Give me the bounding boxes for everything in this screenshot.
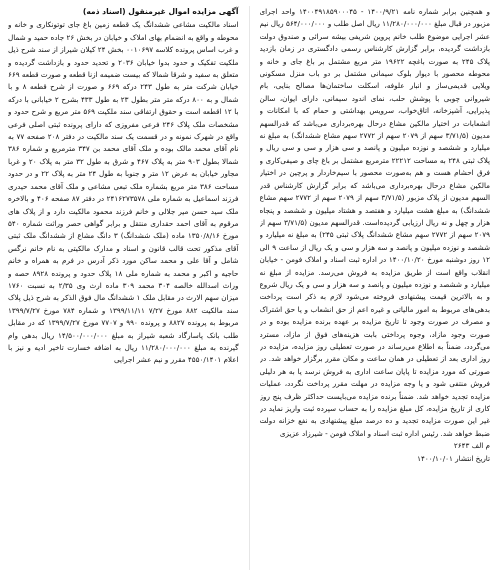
notice-code: م الف ۲۶۴۳ — [453, 441, 490, 451]
notice-title: آگهی مزایده اموال غیرمنقول (اسناد ذمه) — [82, 7, 239, 16]
notice-right-body: اسناد مالکیت مشاعی ششدانگ یک قطعه زمین باغ جای توتونکاری و خانه و محوطه و واقع به انضمام بهای املاک و خیابان در بخش ۲۶ جاده حمید و شمال و غرب اساس پرونده کلاسه ۰۰۱۰۶۹۷ بخش ۲۴ کیلان شیراز از سند شرح ذیل ملکیت تفکیک و حدود بدوا خیابان ۲۰۳۶ و تحدید حدود و بازداشت گردیده و متعلق به سفید و شرقا شمالا که بیست ضمیمه ازنا قطعه و صورت قطعه ۶۶۹ خیابان شرکت متر به طول ۲۴۳ درکه ۶۶۹ و صورت از شرح قطعه ۸ و با شمال و به ۸۰۰ درکه متر متر بطول ۲۳ به طول ۴۳۳ بشرح ۲ خیابانی با درکه با ۱۲ اقطعه است و حقوق ارتفاقی سند ملکیت ۵۶۹ متر مربع و شرح حدود و مشخصات ملک پلاک ۲۴۶ فرعی مفروزی که دارای پرونده ثبتی اصلی فرعی واقع در شهرک نمونه و در قسمت یک سند مالکیت در دفتر ۲۰۸ صفحه ۷۷ به نام آقای محمد مالک بوده و ملک آقای محمد بن ۳۴۷ مترمربع و شماره ۳۸۶ شمالا بطول ۹۰۳ متر به پلاک ۴۶۷ و شرق به طول ۳۲ متر به پلاک ۲۰ و غربا مجاور خیابان به عرض ۱۲ متر و جنوبا به طول ۲۴ متر به پلاک ۲۲ و در حدود مساحت ۳۸۶ متر مربع بشماره ملک تبعی مشاعی و ملک آقای محمد حیدری فرزند اسماعیل به شماره ملی ۲۴۱۶۲۷۳۵۷۸ در دفتر ۸۷ صفحه ۴۰۶ و بالاخره ملک سید حسن میر جلالی و خانم فرزند محمود مالکیت دارد و از پلاک های مرقوم به آقای احمد حقداری منتقل و برابر گواهی حصر وراثت شماره ۵۴۰ مورخ ۱۳۵۰/۸/۱۶ ماده (ملک ششدانگ) ۳ دانگ مشاع از ششدانگ ملک ثبتی آقای مذکور تحت قالب قانون و اسناد و مدارک مالکیتی به نام خانم نرگس شامل و آقا علی و محمد ساکن مورد ذکر آدرس در فرم به همراه و خانم حاجیه و اکبر و محمد به شماره ملی ۱۸ پلاک حدود و پرونده ۸۹۲۸ حصه و وراث اسدالله خالصه ۳۰۴ محمد ۳۰۹ ماده ارث وی ۲/۳۵ به نسبت ۱۷۶۰ میزان سهم الارث در مقابل ملک ۱ ششدانگ مال فوق الذکر به شرح ذیل پلاک سند مالکیت ۸۸۲ مورخ ۷/۲۷ ۱۳۹۹/۱۱/۱۱ و شماره ۷۸۴ مورخ ۱۳۹۹/۷/۲۷ مربوط به پرونده ۸۸۲۷ و پرونده ۹۹۰ و ۷۷۰۷ مورخ ۱۳۹۹/۷/۲۷ که در مقابل طلب بانک پاسارگاد شعبه شیراز به مبلغ ۱۴/۵۰۰/۰۰۰/۰۰۰ ریال بدهی وام گیرنده به مبلغ ۱۱/۲۸۰/۰۰۰/۰۰۰ ریال به اضافه خسارت تاخیر ادیه و نیز با اعلام ۴۵۵۰/۱۴۰۱ مقرر و نیم عشر اجرایی — [8, 20, 239, 365]
notice-publish-date: تاریخ انتشار ۱۴۰۰/۱۰/۰۱ — [417, 453, 490, 463]
notice-right-column — [8, 6, 239, 570]
column-divider — [249, 6, 250, 570]
notice-left-column — [260, 6, 491, 570]
notice-left-body: و همچنین برابر شماره نامه ۱۴۰۰/۹/۲۱ - ۱۴۰۰۴۹۱۸۵۹۰۰۰۴۵ واحد اجرای مزبور در قبال مبلغ ۱۱/۲۸۰/۰۰۰/۰۰۰ ریال اصل طلب و ۵۶۴/۰۰۰/۰۰۰ ریال نیم عشر اجرایی موضوع طلب خانم پروین شریفی بیشه سرائی و صندوق دولت بازداشت گردیده، برابر گزارش کارشناس رسمی دادگستری در زمان بازدید پلاک ۲۴۵ به صورت باغچه ۱۹۶۲۲ متر مربع مشتمل بر باغ جای و خانه و محوطه محصور با دیوار بلوک سیمانی مشتمل بر دو باب منزل مسکونی ویلایی قدیمی‌ساز و انبار علوفه، اسکلت ساختمان‌ها مصالح بنایی، بام شیروانی چوبی با پوشش حلب، نمای اندود سیمانی، دارای ایوان، سالن پذیرایی، آشپزخانه، اتاق‌خواب، سرویس بهداشتی و حمام که با امکانات و انشعابات در اختیار مالکین مشاع درحال بهره‌برداری می‌باشد که قدرالسهم مدیون (۳/۷۱/۵ سهم از ۲۰۷۹ سهم از ۲۷۷۲ سهم مشاع ششدانگ) به مبلغ نه میلیارد و ششصد و نوزده میلیون و پانصد و سی هزار و سی و سی ریال و پلاک ثبتی ۲۴۸ به مساحت ۲۲۲۱۲ مترمربع مشتمل بر باغ چای و صیفی‌کاری و فرق احشام هست و هم به‌صورت محصور با سیم‌خاردار و پرچین در اختیار مالکین مشاع درحال بهره‌برداری می‌باشد که برابر گزارش کارشناس قدر السهم مدیون از پلاک مزبور (۳/۷۱/۵ سهم از ۲۰۷۹ سهم از ۲۷۷۲ سهم مشاع ششدانگ) به مبلغ هشت میلیارد و هفتصد و هشتاد میلیون و ششصد و پنجاه هزار و چهل و نه ریال ارزیابی گردیده‌است. قدرالسهم مدیون (۳/۷۱/۵ سهم از ۲۰۷۹ سهم از ۲۷۷۲ سهم مشاع ششدانگ پلاک ثبتی ۲۴۵) به مبلغ نه میلیارد و ششصد و نوزده میلیون و پانصد و سه هزار و سی و یک ریال از ساعت ۹ الی ۱۲ روز دوشنبه مورخ ۱۴۰۰/۱۰/۲۰ در اداره ثبت اسناد و املاک فومن - خیابان انقلاب واقع است از طریق مزایده به فروش می‌رسد. مزایده از مبلغ نه میلیارد و ششصد و نوزده میلیون و پانصد و سه هزار و سی و یک ریال شروع و به بالاترین قیمت پیشنهادی فروخته می‌شود لازم به ذکر است پرداخت بدهی‌های مربوط به امور مالیاتی و غیره اعم از حق انشعاب و یا حق اشتراک و مصرف در صورت وجود تا تاریخ مزایده بر عهده برنده مزایده بوده و در صورت وجود مازاد، وجوه پرداختی بابت هزینه‌های فوق از مازاد، مسترد می‌گردد، ضمناً به اطلاع می‌رساند در صورت تعطیلی روز مزایده، مزایده در روز اداری بعد از تعطیلی در همان ساعت و مکان مقرر برگزار خواهد شد. در صورتی که مورد مزایده تا پایان ساعت اداری به فروش نرسد یا به هر دلیلی فروش منتفی شود و یا وجه مزایده در مهلت مقرر پرداخت نگردد، عملیات مزایده تجدید خواهد شد. ضمناً برنده مزایده می‌بایست حداکثر ظرف پنج روز کاری از تاریخ مزایده، کل مبلغ مزایده را به حساب سپرده ثبت واریز نماید در غیر این صورت مزایده تجدید و ده درصد مبلغ پیشنهادی به نفع خزانه دولت ضبط خواهد شد. رئیس اداره ثبت اسناد و املاک فومن - شیرزاد عزیزی — [259, 7, 490, 438]
